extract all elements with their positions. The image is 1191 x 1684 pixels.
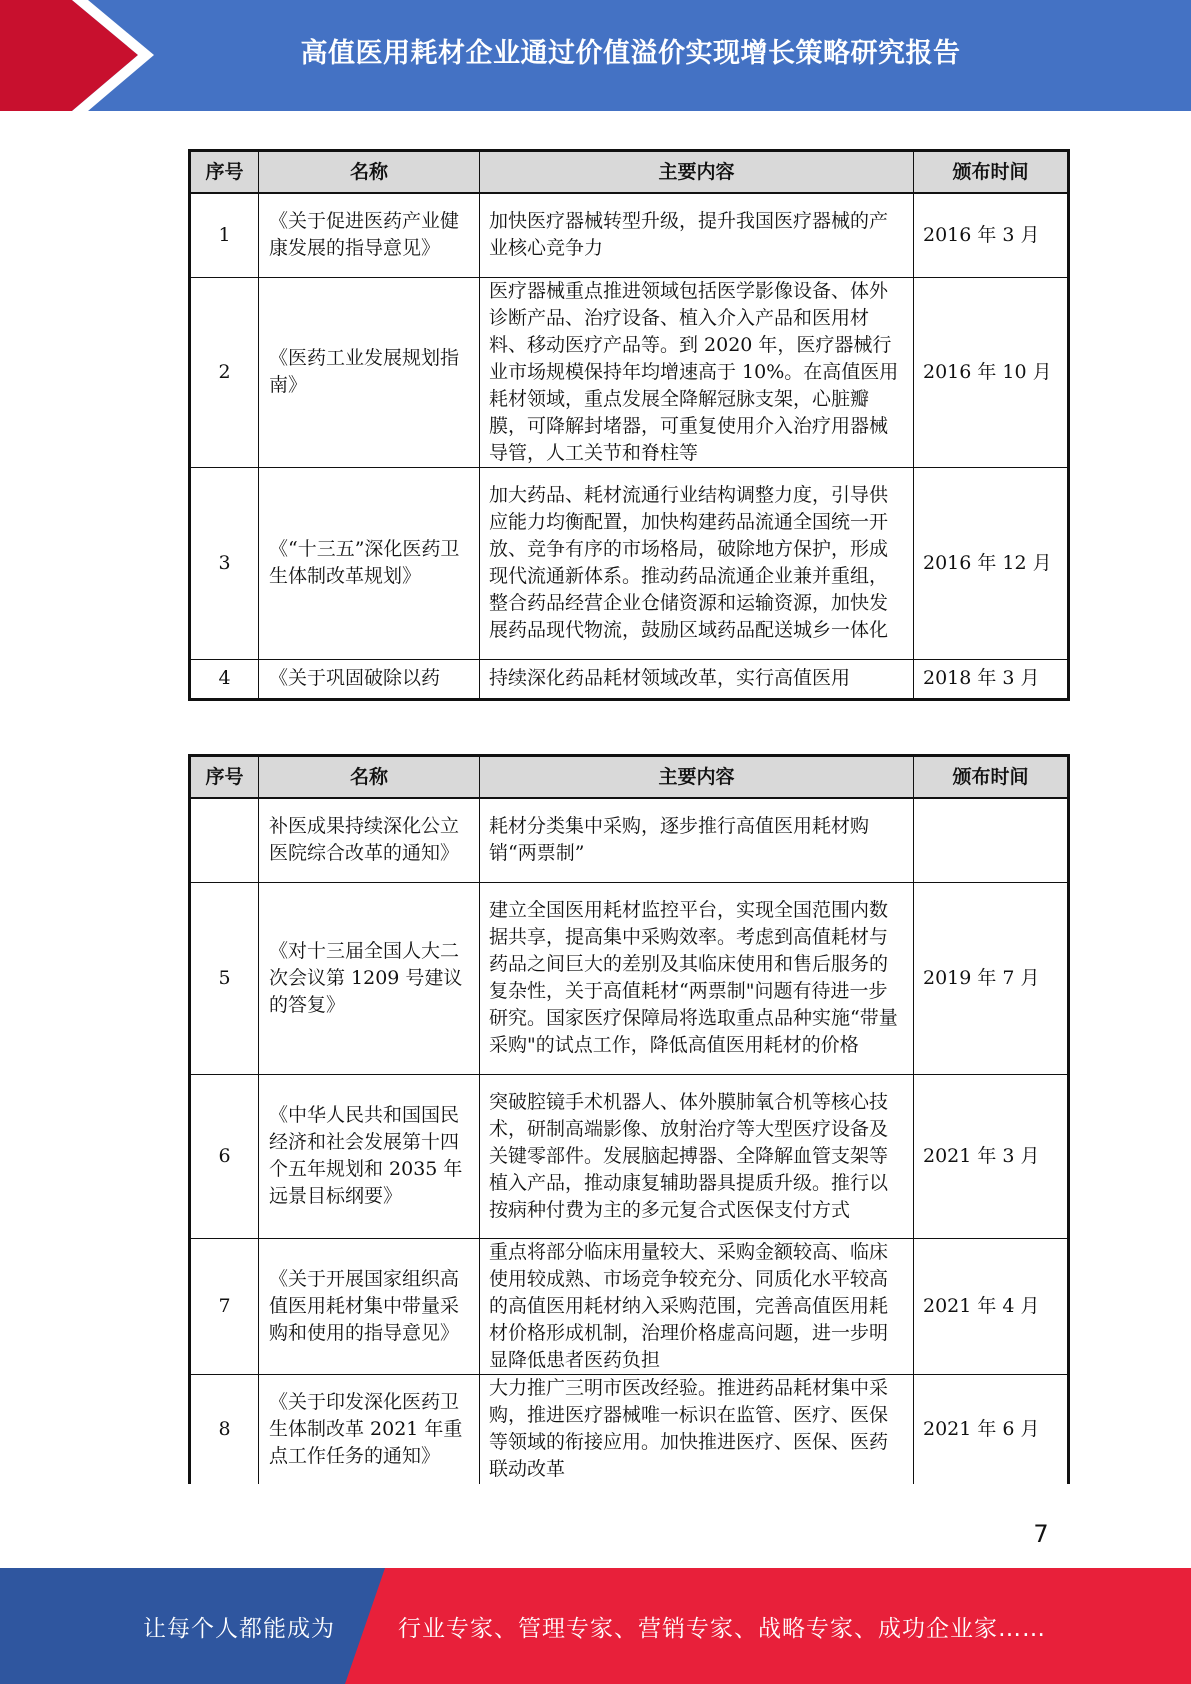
row-name: 《“十三五”深化医药卫生体制改革规划》 — [259, 467, 480, 659]
row-no: 3 — [190, 467, 259, 659]
table-row — [190, 798, 1069, 882]
row-name: 《医药工业发展规划指南》 — [259, 277, 480, 467]
row-no: 2 — [190, 277, 259, 467]
row-no: 7 — [190, 1238, 259, 1374]
table-row — [190, 1374, 1069, 1484]
row-name: 《中华人民共和国国民经济和社会发展第十四个五年规划和 2035 年远景目标纲要》 — [259, 1074, 480, 1238]
row-content: 持续深化药品耗材领域改革，实行高值医用 — [480, 659, 914, 699]
row-date: 2016 年 10 月 — [914, 277, 1069, 467]
row-name: 《关于促进医药产业健康发展的指导意见》 — [259, 193, 480, 277]
table-header-row — [190, 151, 1069, 194]
table-row — [190, 277, 1069, 467]
row-name: 《关于开展国家组织高值医用耗材集中带量采购和使用的指导意见》 — [259, 1238, 480, 1374]
page-number: 7 — [1033, 1520, 1049, 1548]
row-content: 大力推广三明市医改经验。推进药品耗材集中采购，推进医疗器械唯一标识在监管、医疗、医保等领域的衔接应用。加快推进医疗、医保、医药联动改革 — [480, 1374, 914, 1484]
row-date: 2016 年 12 月 — [914, 467, 1069, 659]
row-name: 补医成果持续深化公立医院综合改革的通知》 — [259, 798, 480, 882]
row-name: 《关于巩固破除以药 — [259, 659, 480, 699]
row-content: 加大药品、耗材流通行业结构调整力度，引导供应能力均衡配置，加快构建药品流通全国统一开放、竞争有序的市场格局，破除地方保护，形成现代流通新体系。推动药品流通企业兼并重组，整合药品经营企业仓储资源和运输资源，加快发展药品现代物流，鼓励区域药品配送城乡一体化 — [480, 467, 914, 659]
row-content: 医疗器械重点推进领域包括医学影像设备、体外诊断产品、治疗设备、植入介入产品和医用材料、移动医疗产品等。到 2020 年，医疗器械行业市场规模保持年均增速高于 10%。在高值医用耗材领域，重点发展全降解冠脉支架，心脏瓣膜，可降解封堵器，可重复使用介入治疗用器械导管，人工关节和脊柱等 — [480, 277, 914, 467]
row-no: 8 — [190, 1374, 259, 1484]
policy-table-1 — [188, 149, 1070, 701]
row-no: 5 — [190, 882, 259, 1074]
row-content: 耗材分类集中采购，逐步推行高值医用耗材购销“两票制” — [480, 798, 914, 882]
table-row — [190, 1238, 1069, 1374]
policy-table-2 — [188, 754, 1070, 1484]
header-content: 主要内容 — [480, 151, 914, 194]
footer-slogan-right: 行业专家、管理专家、营销专家、战略专家、成功企业家…… — [398, 1615, 1046, 1642]
row-content: 建立全国医用耗材监控平台，实现全国范围内数据共享，提高集中采购效率。考虑到高值耗材与药品之间巨大的差别及其临床使用和售后服务的复杂性，关于高值耗材“两票制"问题有待进一步研究。国家医疗保障局将选取重点品种实施“带量采购"的试点工作，降低高值医用耗材的价格 — [480, 882, 914, 1074]
report-header-banner — [0, 0, 1191, 111]
row-no: 1 — [190, 193, 259, 277]
header-date: 颁布时间 — [914, 151, 1069, 194]
row-no — [190, 798, 259, 882]
row-date: 2019 年 7 月 — [914, 882, 1069, 1074]
row-name: 《对十三届全国人大二次会议第 1209 号建议的答复》 — [259, 882, 480, 1074]
report-title: 高值医用耗材企业通过价值溢价实现增长策略研究报告 — [300, 37, 961, 69]
table-row — [190, 882, 1069, 1074]
table-header-row — [190, 756, 1069, 799]
row-date: 2021 年 3 月 — [914, 1074, 1069, 1238]
table-row — [190, 1074, 1069, 1238]
row-name: 《关于印发深化医药卫生体制改革 2021 年重点工作任务的通知》 — [259, 1374, 480, 1484]
row-no: 4 — [190, 659, 259, 699]
row-date: 2021 年 6 月 — [914, 1374, 1069, 1484]
row-content: 加快医疗器械转型升级，提升我国医疗器械的产业核心竞争力 — [480, 193, 914, 277]
footer-banner — [0, 1568, 1191, 1684]
row-date: 2016 年 3 月 — [914, 193, 1069, 277]
table-row — [190, 193, 1069, 277]
header-no: 序号 — [190, 151, 259, 194]
header-name: 名称 — [259, 756, 480, 799]
header-name: 名称 — [259, 151, 480, 194]
table-row — [190, 659, 1069, 699]
row-date: 2021 年 4 月 — [914, 1238, 1069, 1374]
footer-slogan-left: 让每个人都能成为 — [143, 1615, 335, 1642]
header-date: 颁布时间 — [914, 756, 1069, 799]
row-content: 突破腔镜手术机器人、体外膜肺氧合机等核心技术，研制高端影像、放射治疗等大型医疗设备及关键零部件。发展脑起搏器、全降解血管支架等植入产品，推动康复辅助器具提质升级。推行以按病种付费为主的多元复合式医保支付方式 — [480, 1074, 914, 1238]
header-no: 序号 — [190, 756, 259, 799]
row-content: 重点将部分临床用量较大、采购金额较高、临床使用较成熟、市场竞争较充分、同质化水平较高的高值医用耗材纳入采购范围，完善高值医用耗材价格形成机制，治理价格虚高问题，进一步明显降低患者医药负担 — [480, 1238, 914, 1374]
header-content: 主要内容 — [480, 756, 914, 799]
row-date: 2018 年 3 月 — [914, 659, 1069, 699]
header-arrow-decoration — [0, 0, 160, 111]
row-no: 6 — [190, 1074, 259, 1238]
table-row — [190, 467, 1069, 659]
row-date — [914, 798, 1069, 882]
